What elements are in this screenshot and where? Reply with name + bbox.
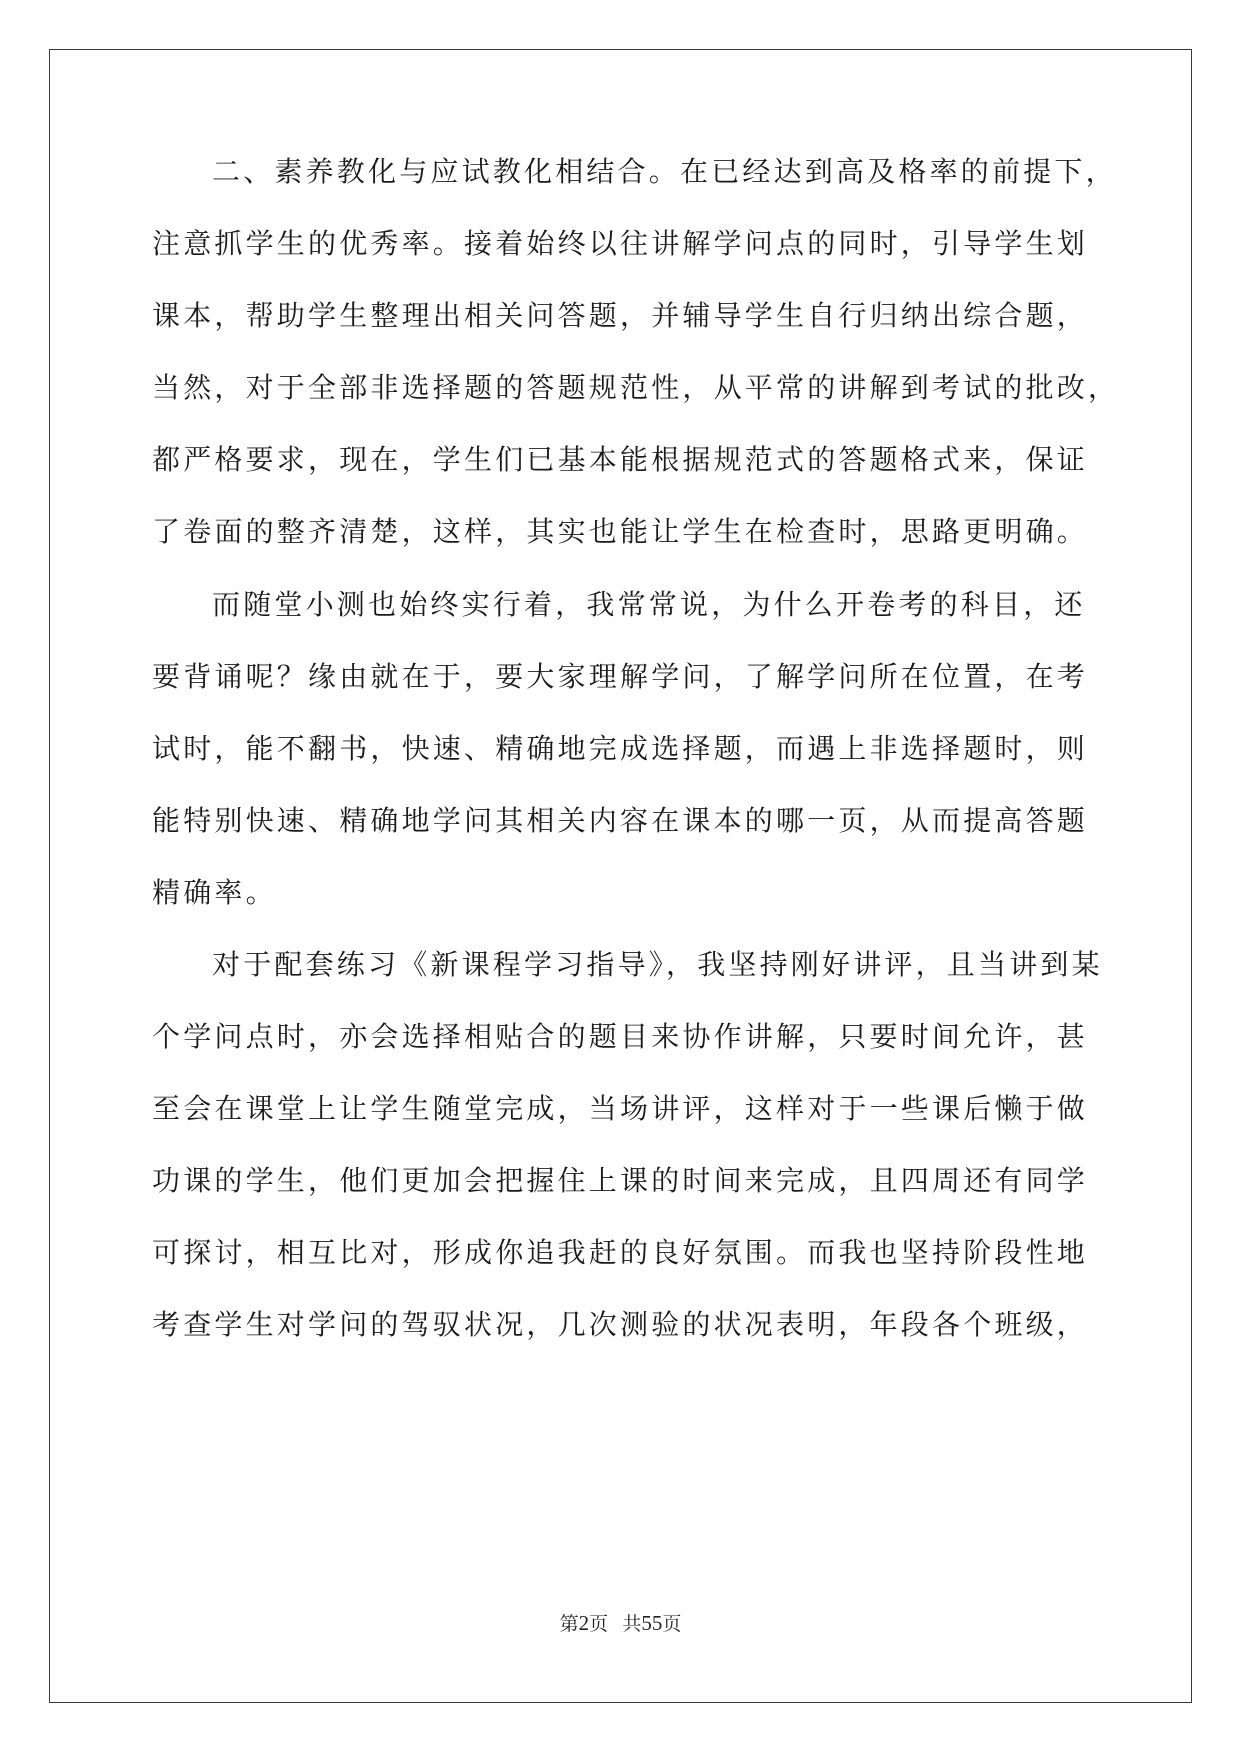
paragraph-1-line-6: 了卷面的整齐清楚，这样，其实也能让学生在检查时，思路更明确。 bbox=[152, 515, 1089, 548]
paragraph-2-line-4: 能特别快速、精确地学问其相关内容在课本的哪一页，从而提高答题 bbox=[152, 804, 1089, 837]
page-number: 2 bbox=[578, 1611, 590, 1635]
paragraph-1-line-3: 课本，帮助学生整理出相关问答题，并辅导学生自行归纳出综合题， bbox=[152, 299, 1089, 332]
paragraph-3-line-3: 至会在课堂上让学生随堂完成，当场讲评，这样对于一些课后懒于做 bbox=[152, 1092, 1089, 1125]
paragraph-1-line-1: 二、素养教化与应试教化相结合。在已经达到高及格率的前提下， bbox=[212, 155, 1117, 188]
paragraph-3-line-1: 对于配套练习《新课程学习指导》，我坚持刚好讲评，且当讲到某 bbox=[212, 948, 1103, 981]
paragraph-3-line-2: 个学问点时，亦会选择相贴合的题目来协作讲解，只要时间允许，甚 bbox=[152, 1020, 1089, 1053]
footer-page-suffix: 页 bbox=[589, 1614, 609, 1635]
page-footer bbox=[0, 1611, 1241, 1637]
paragraph-1-line-2: 注意抓学生的优秀率。接着始终以往讲解学问点的同时，引导学生划 bbox=[152, 227, 1089, 260]
paragraph-2-line-3: 试时，能不翻书，快速、精确地完成选择题，而遇上非选择题时，则 bbox=[152, 732, 1089, 765]
paragraph-1-line-4: 当然，对于全部非选择题的答题规范性，从平常的讲解到考试的批改， bbox=[152, 371, 1120, 404]
paragraph-2-line-5: 精确率。 bbox=[152, 876, 277, 909]
paragraph-1-line-5: 都严格要求，现在，学生们已基本能根据规范式的答题格式来，保证 bbox=[152, 443, 1089, 476]
footer-total-prefix: 共 bbox=[622, 1614, 642, 1635]
footer-prefix: 第 bbox=[559, 1614, 579, 1635]
paragraph-3-line-5: 可探讨，相互比对，形成你追我赶的良好氛围。而我也坚持阶段性地 bbox=[152, 1236, 1089, 1269]
total-pages: 55 bbox=[641, 1611, 663, 1635]
paragraph-2-line-1: 而随堂小测也始终实行着，我常常说，为什么开卷考的科目，还 bbox=[212, 588, 1086, 621]
paragraph-2-line-2: 要背诵呢？缘由就在于，要大家理解学问，了解学问所在位置，在考 bbox=[152, 660, 1089, 693]
paragraph-3-line-6: 考查学生对学问的驾驭状况，几次测验的状况表明，年段各个班级， bbox=[152, 1308, 1089, 1341]
paragraph-3-line-4: 功课的学生，他们更加会把握住上课的时间来完成，且四周还有同学 bbox=[152, 1164, 1089, 1197]
footer-total-suffix: 页 bbox=[662, 1614, 682, 1635]
